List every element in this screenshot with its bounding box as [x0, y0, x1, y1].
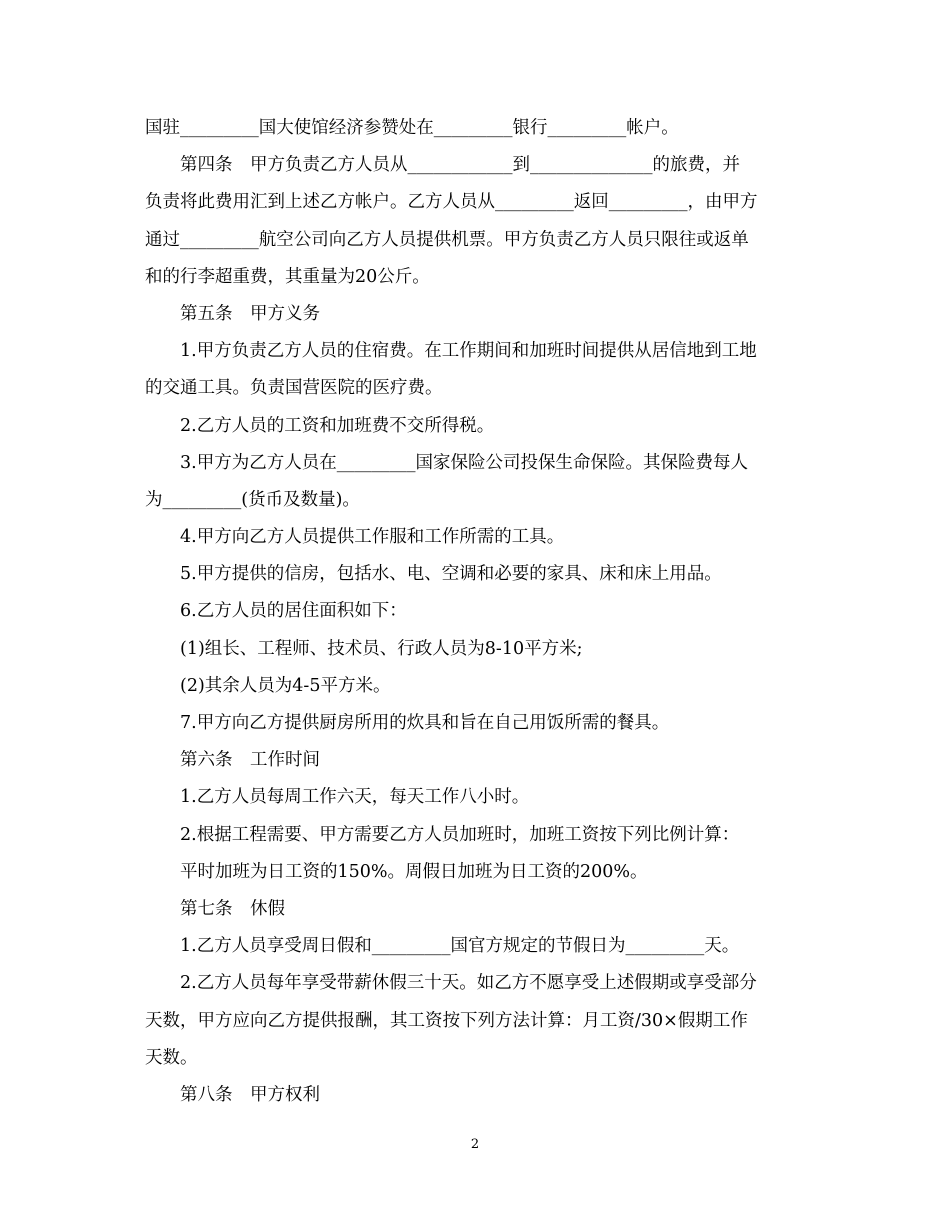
article-7-heading: 第七条 休假: [180, 898, 285, 919]
article-6-heading: 第六条 工作时间: [180, 750, 320, 771]
article-5-item-6: 6.乙方人员的居住面积如下：: [180, 601, 407, 622]
article-5-item-7: 7.甲方向乙方提供厨房所用的炊具和旨在自己用饭所需的餐具。: [180, 713, 670, 733]
article-7-item-1: 1.乙方人员享受周日假和_________国官方规定的节假日为_________天。: [180, 936, 740, 957]
article-4-line-1: 第四条 甲方负责乙方人员从____________到______________的旅费，并: [180, 155, 740, 176]
article-4-line-3: 通过_________航空公司向乙方人员提供机票。甲方负责乙方人员只限往或返单: [145, 229, 749, 250]
article-5-item-5: 5.甲方提供的信房，包括水、电、空调和必要的家具、床和床上用品。: [180, 564, 722, 585]
article-5-item-4: 4.甲方向乙方人员提供工作服和工作所需的工具。: [180, 527, 565, 548]
article-6-item-2: 2.根据工程需要、甲方需要乙方人员加班时，加班工资按下列比例计算：: [180, 824, 740, 845]
article-7-item-2-line-1: 2.乙方人员每年享受带薪休假三十天。如乙方不愿享受上述假期或享受部分: [180, 973, 757, 994]
article-6-item-2-detail: 平时加班为日工资的150%。周假日加班为日工资的200%。: [180, 861, 648, 882]
article-5-item-6-sub-1: (1)组长、工程师、技术员、行政人员为8-10平方米;: [180, 638, 583, 659]
document-body: [145, 110, 805, 1114]
article-5-item-3-line-1: 3.甲方为乙方人员在_________国家保险公司投保生命保险。其保险费每人: [180, 452, 748, 473]
article-7-item-2-line-3: 天数。: [145, 1047, 198, 1068]
article-4-line-2: 负责将此费用汇到上述乙方帐户。乙方人员从_________返回_________，由甲方: [145, 192, 758, 213]
article-5-item-2: 2.乙方人员的工资和加班费不交所得税。: [180, 415, 495, 436]
article-4-line-4: 和的行李超重费，其重量为20公斤。: [145, 266, 430, 287]
article-5-item-1-line-1: 1.甲方负责乙方人员的住宿费。在工作期间和加班时间提供从居信地到工地: [180, 341, 757, 362]
article-7-item-2-line-2: 天数，甲方应向乙方提供报酬，其工资按下列方法计算：月工资/30×假期工作: [145, 1010, 748, 1031]
article-5-item-3-line-2: 为_________(货币及数量)。: [145, 489, 360, 510]
article-5-item-1-line-2: 的交通工具。负责国营医院的医疗费。: [145, 378, 443, 399]
page-number: 2: [470, 1137, 480, 1152]
article-8-heading: 第八条 甲方权利: [180, 1084, 320, 1105]
article-5-item-6-sub-2: (2)其余人员为4-5平方米。: [180, 675, 391, 696]
article-5-heading: 第五条 甲方义务: [180, 303, 320, 324]
text-line-1: 国驻_________国大使馆经济参赞处在_________银行_________帐户。: [145, 118, 679, 138]
article-6-item-1: 1.乙方人员每周工作六天，每天工作八小时。: [180, 787, 530, 808]
